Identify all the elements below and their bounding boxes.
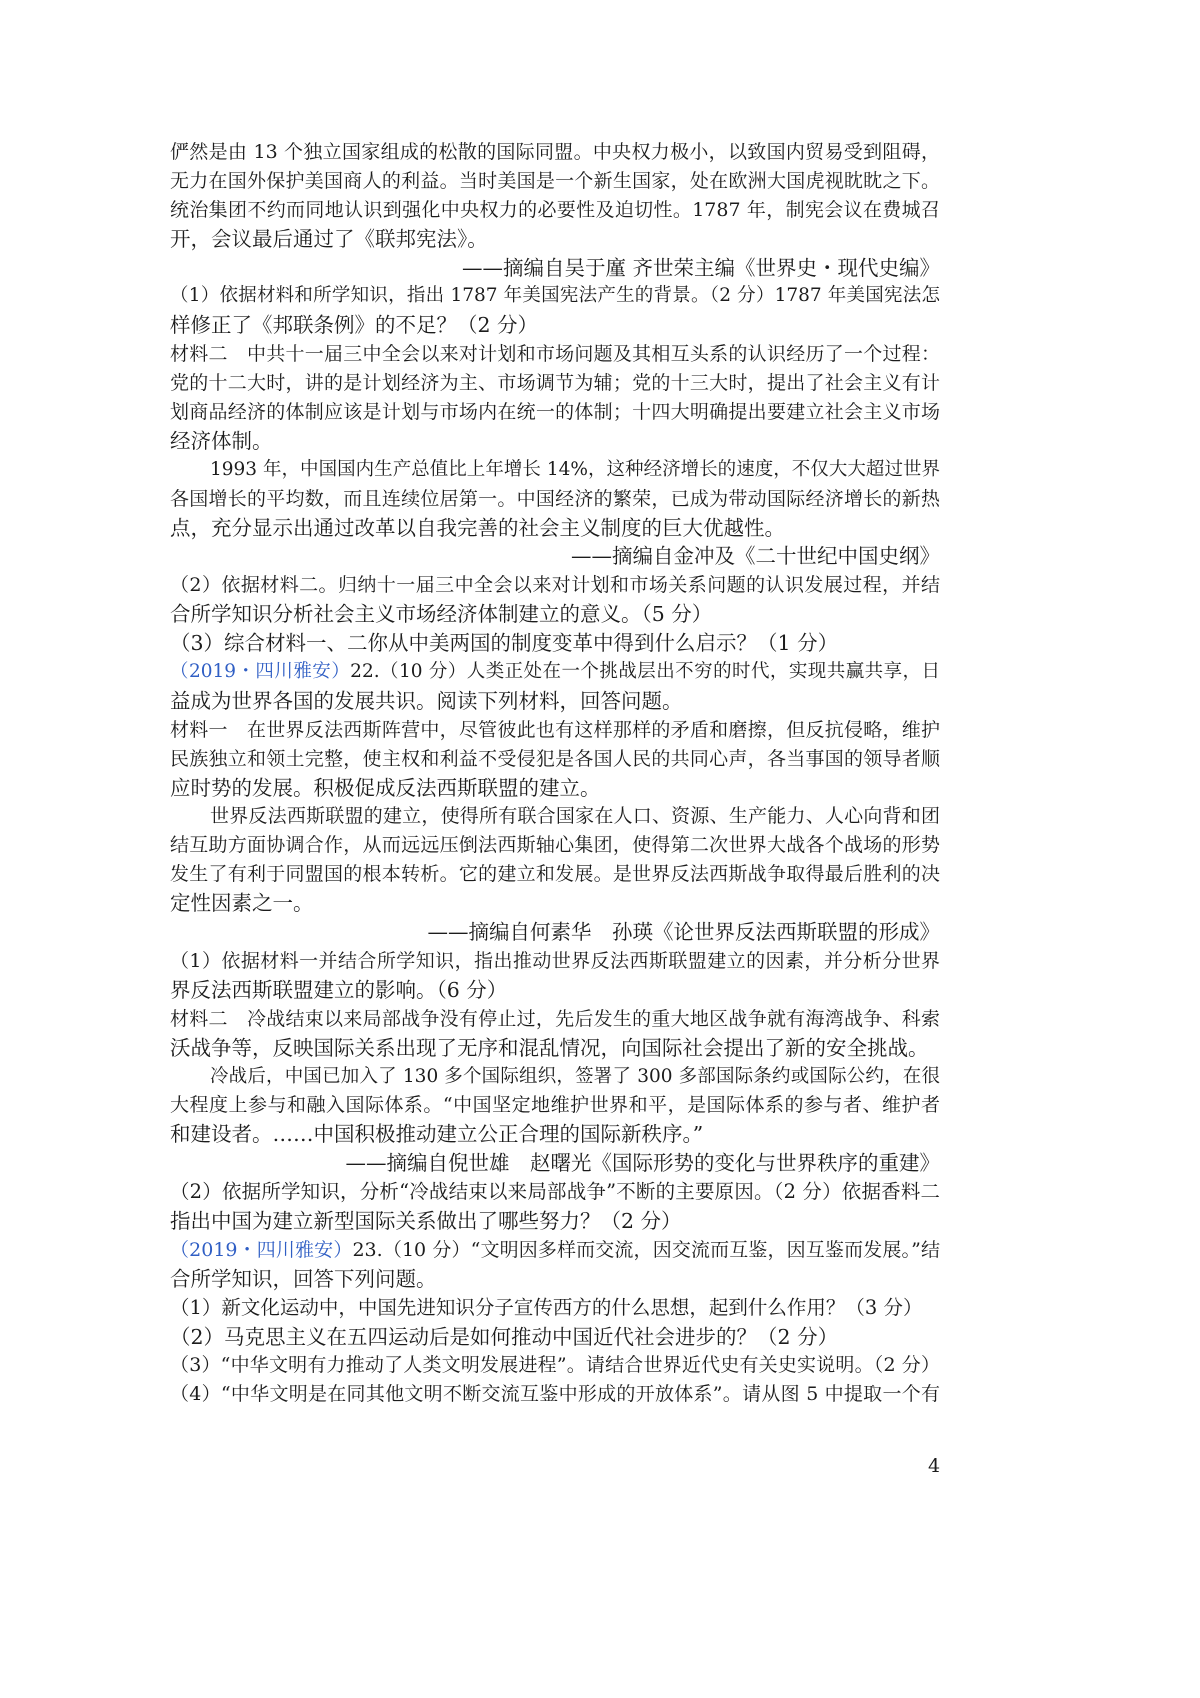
- source-attribution: ——摘编自何素华 孙瑛《论世界反法西斯联盟的形成》: [427, 920, 940, 945]
- text-line: 定性因素之一。: [170, 891, 314, 916]
- text-line: 世界反法西斯联盟的建立，使得所有联合国家在人口、资源、生产能力、人心向背和团: [210, 805, 940, 828]
- text-line: （2）依据所学知识，分析“冷战结束以来局部战争”不断的主要原因。（2 分）依据香料二: [170, 1180, 940, 1204]
- text-line: 合所学知识，回答下列问题。: [170, 1266, 437, 1291]
- text-line: （1）依据材料和所学知识，指出 1787 年美国宪法产生的背景。（2 分）1787 年美国宪法怎: [170, 285, 940, 307]
- text-line: 材料二 冷战结束以来局部战争没有停止过，先后发生的重大地区战争就有海湾战争、科索: [170, 1007, 940, 1030]
- question-text: 23.（10 分）“文明因多样而交流，因交流而互鉴，因互鉴而发展。”结: [352, 1238, 940, 1261]
- text-line: 民族独立和领土完整，使主权和利益不受侵犯是各国人民的共同心声，各当事国的领导者顺: [170, 747, 940, 770]
- text-line: 应时势的发展。积极促成反法西斯联盟的建立。: [170, 775, 601, 800]
- question-heading-line: [170, 1236, 940, 1265]
- source-attribution: ——摘编自金冲及《二十世纪中国史纲》: [571, 544, 940, 569]
- text-line: 点，充分显示出通过改革以自我完善的社会主义制度的巨大优越性。: [170, 515, 785, 540]
- text-line: 发生了有利于同盟国的根本转析。它的建立和发展。是世界反法西斯战争取得最后胜利的决: [170, 863, 940, 886]
- text-line: 界反法西斯联盟建立的影响。（6 分）: [170, 977, 508, 1002]
- text-line: 大程度上参与和融入国际体系。“中国坚定地维护世界和平，是国际体系的参与者、维护者: [170, 1094, 940, 1117]
- question-source-tag: （2019・四川雅安）: [170, 1238, 353, 1261]
- text-line: （3）综合材料一、二你从中美两国的制度变革中得到什么启示？（1 分）: [170, 631, 839, 656]
- text-line: 统治集团不约而同地认识到强化中央权力的必要性及迫切性。1787 年，制宪会议在费城召: [170, 198, 940, 221]
- text-line: 俨然是由 13 个独立国家组成的松散的国际同盟。中央权力极小，以致国内贸易受到阻碍，: [170, 141, 940, 163]
- text-line: （2）马克思主义在五四运动后是如何推动中国近代社会进步的？（2 分）: [170, 1324, 839, 1349]
- source-attribution: ——摘编自倪世雄 赵曙光《国际形势的变化与世界秩序的重建》: [345, 1151, 940, 1176]
- text-line: 结互助方面协调合作，从而远远压倒法西斯轴心集团，使得第二次世界大战各个战场的形势: [170, 834, 940, 857]
- text-line: （1）依据材料一并结合所学知识，指出推动世界反法西斯联盟建立的因素，并分析分世界: [170, 949, 940, 972]
- text-line: 样修正了《邦联条例》的不足？（2 分）: [170, 313, 539, 338]
- text-line: （4）“中华文明是在同其他文明不断交流互鉴中形成的开放体系”。请从图 5 中提取一个有: [170, 1383, 940, 1406]
- question-heading-line: [170, 658, 940, 687]
- text-line: 益成为世界各国的发展共识。阅读下列材料，回答问题。: [170, 688, 683, 713]
- page-number: 4: [928, 1455, 941, 1477]
- source-attribution: ——摘编自吴于廑 齐世荣主编《世界史・现代史编》: [461, 255, 940, 280]
- question-text: 22.（10 分）人类正处在一个挑战层出不穷的时代，实现共赢共享，日: [350, 661, 940, 683]
- question-source-tag: （2019・四川雅安）: [170, 661, 351, 683]
- text-line: 党的十二大时，讲的是计划经济为主、市场调节为辅；党的十三大时，提出了社会主义有计: [170, 372, 940, 395]
- text-line: 材料一 在世界反法西斯阵营中，尽管彼此也有这样那样的矛盾和磨擦，但反抗侵略，维护: [170, 718, 940, 741]
- text-line: 合所学知识分析社会主义市场经济体制建立的意义。（5 分）: [170, 602, 713, 627]
- text-line: 指出中国为建立新型国际关系做出了哪些努力？（2 分）: [170, 1208, 682, 1233]
- text-line: （1）新文化运动中，中国先进知识分子宣传西方的什么思想，起到什么作用？（3 分）: [170, 1295, 923, 1319]
- text-line: 和建设者。……中国积极推动建立公正合理的国际新秩序。”: [170, 1122, 704, 1147]
- text-line: 经济体制。: [170, 428, 273, 453]
- text-line: 划商品经济的体制应该是计划与市场内在统一的体制；十四大明确提出要建立社会主义市场: [170, 401, 940, 424]
- text-line: 开，会议最后通过了《联邦宪法》。: [170, 226, 488, 251]
- text-line: 1993 年，中国国内生产总值比上年增长 14%，这种经济增长的速度，不仅大大超过世界: [210, 458, 940, 480]
- text-line: 材料二 中共十一届三中全会以来对计划和市场问题及其相互头系的认识经历了一个过程：: [170, 343, 940, 366]
- text-line: 无力在国外保护美国商人的利益。当时美国是一个新生国家，处在欧洲大国虎视眈眈之下。: [170, 169, 940, 192]
- text-line: 各国增长的平均数，而且连续位居第一。中国经济的繁荣，已成为带动国际经济增长的新热: [170, 487, 940, 510]
- document-body: [170, 138, 940, 1409]
- text-line: （3）“中华文明有力推动了人类文明发展进程”。请结合世界近代史有关史实说明。（2 分）: [170, 1354, 940, 1377]
- text-line: （2）依据材料二。归纳十一届三中全会以来对计划和市场关系问题的认识发展过程，并结: [170, 574, 940, 597]
- text-line: 冷战后，中国已加入了 130 多个国际组织，签署了 300 多部国际条约或国际公约，在很: [210, 1065, 940, 1087]
- text-line: 沃战争等，反映国际关系出现了无序和混乱情况，向国际社会提出了新的安全挑战。: [170, 1035, 929, 1060]
